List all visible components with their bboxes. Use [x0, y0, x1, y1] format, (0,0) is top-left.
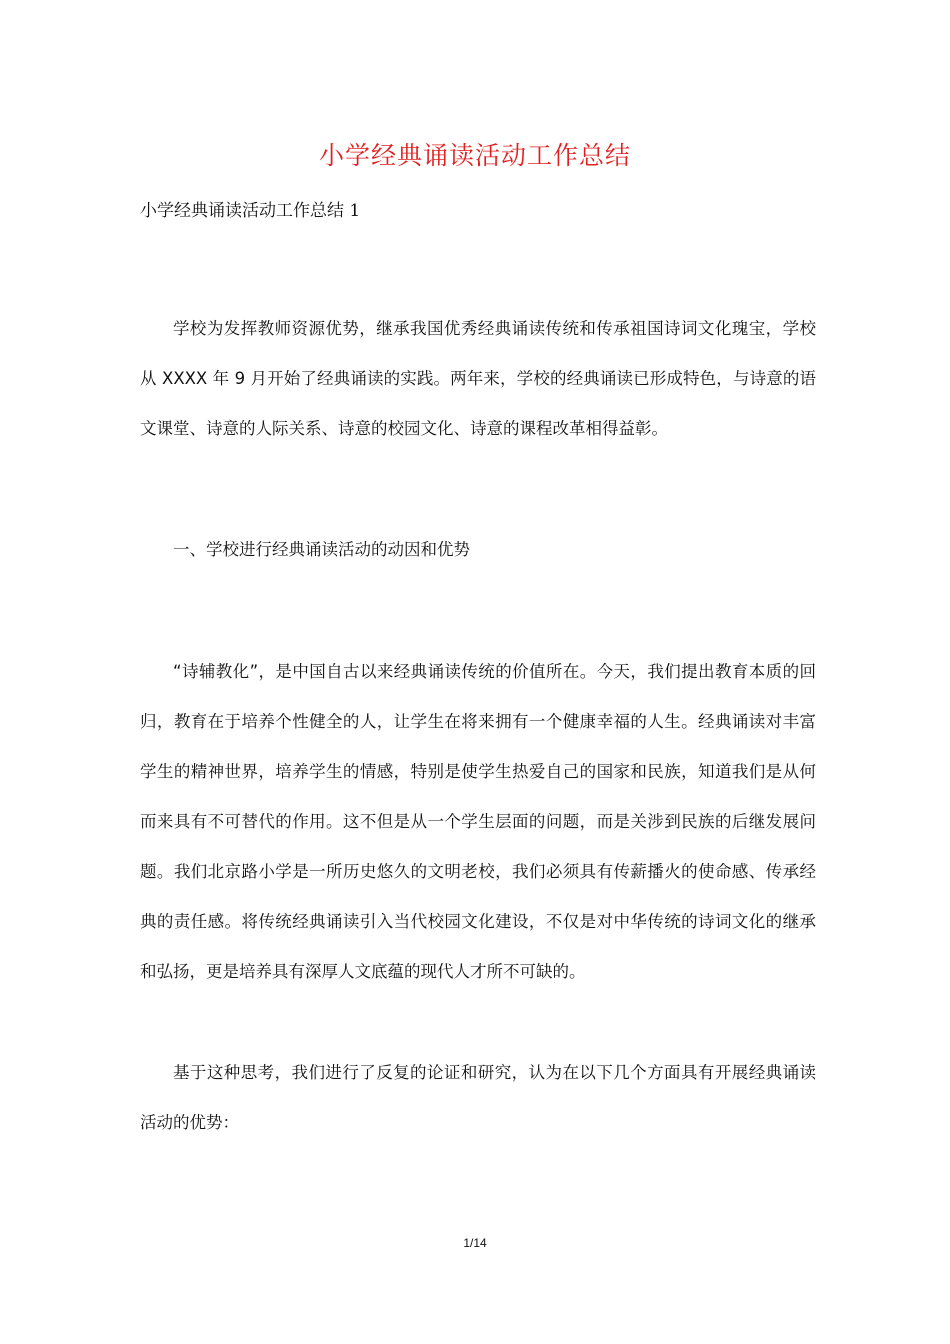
section-heading: 一、学校进行经典诵读活动的动因和优势: [173, 540, 470, 559]
document-title: 小学经典诵读活动工作总结: [318, 141, 631, 170]
page-number: 1/14: [463, 1236, 487, 1250]
paragraph-intro: 学校为发挥教师资源优势，继承我国优秀经典诵读传统和传承祖国诗词文化瑰宝，学校从 XXXX 年 9 月开始了经典诵读的实践。两年来，学校的经典诵读已形成特色，与诗意的语文课堂、诗意的人际关系、诗意的校园文化、诗意的课程改革相得益彰。: [140, 319, 816, 438]
paragraph-advantages: 基于这种思考，我们进行了反复的论证和研究，认为在以下几个方面具有开展经典诵读活动的优势：: [140, 1063, 816, 1132]
document-subtitle: 小学经典诵读活动工作总结 1: [140, 201, 361, 221]
paragraph-motivation: “诗辅教化”，是中国自古以来经典诵读传统的价值所在。今天，我们提出教育本质的回归，教育在于培养个性健全的人，让学生在将来拥有一个健康幸福的人生。经典诵读对丰富学生的精神世界，培养学生的情感，特别是使学生热爱自己的国家和民族，知道我们是从何而来具有不可替代的作用。这不但是从一个学生层面的问题，而是关涉到民族的后继发展问题。我们北京路小学是一所历史悠久的文明老校，我们必须具有传薪播火的使命感、传承经典的责任感。将传统经典诵读引入当代校园文化建设，不仅是对中华传统的诗词文化的继承和弘扬，更是培养具有深厚人文底蕴的现代人才所不可缺的。: [140, 662, 816, 981]
